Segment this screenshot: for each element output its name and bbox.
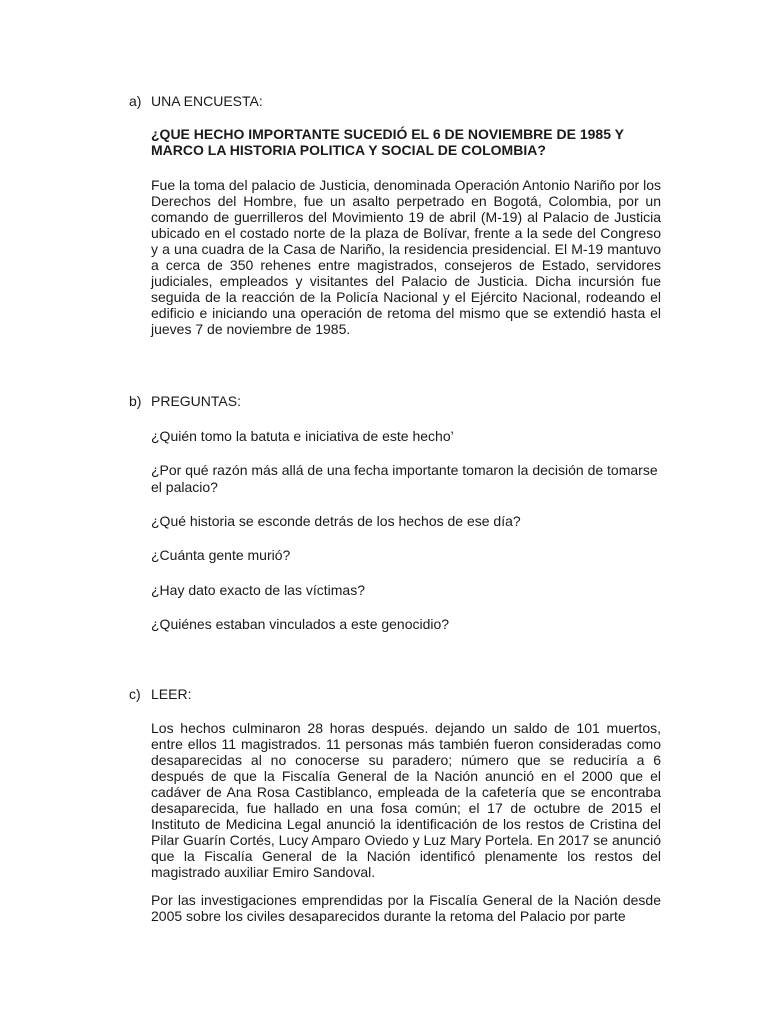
section-c-title: LEER: [151, 686, 192, 702]
question-item: ¿Quién tomo la batuta e iniciativa de este hecho’ [151, 428, 454, 444]
section-a-marker: a) [129, 93, 142, 109]
question-item: ¿Cuánta gente murió? [151, 547, 291, 563]
section-a-question: ¿QUE HECHO IMPORTANTE SUCEDIÓ EL 6 DE NOVIEMBRE DE 1985 Y MARCO LA HISTORIA POLITICA Y SOCIAL DE COLOMBIA? [151, 126, 624, 158]
section-b-heading [129, 393, 241, 409]
section-c-paragraph-1: Los hechos culminaron 28 horas después. dejando un saldo de 101 muertos, entre ellos 11 magistrados. 11 personas más también fueron consideradas como desaparecidas al no conocerse su paradero; número que se reduciría a 6 después de que la Fiscalía General de la Nación anunció en el 2000 que el cadáver de Ana Rosa Castiblanco, empleada de la cafetería que se encontraba desaparecida, fue hallado en una fosa común; el 17 de octubre de 2015 el Instituto de Medicina Legal anunció la identificación de los restos de Cristina del Pilar Guarín Cortés, Lucy Amparo Oviedo y Luz Mary Portela. En 2017 se anunció que la Fiscalía General de la Nación identificó plenamente los restos del magistrado auxiliar Emiro Sandoval. [151, 720, 661, 880]
section-a-heading [129, 93, 263, 109]
question-item: ¿Quiénes estaban vinculados a este genocidio? [151, 616, 450, 632]
question-item: ¿Qué historia se esconde detrás de los hechos de ese día? [151, 513, 521, 529]
section-c-paragraph-2: Por las investigaciones emprendidas por la Fiscalía General de la Nación desde 2005 sobre los civiles desaparecidos durante la retoma del Palacio por parte [151, 892, 661, 924]
question-item: ¿Por qué razón más allá de una fecha importante tomaron la decisión de tomarse el palacio? [151, 462, 658, 495]
section-c-marker: c) [129, 686, 141, 702]
section-a-answer: Fue la toma del palacio de Justicia, denominada Operación Antonio Nariño por los Derechos del Hombre, fue un asalto perpetrado en Bogotá, Colombia, por un comando de guerrilleros del Movimiento 19 de abril (M-19) al Palacio de Justicia ubicado en el costado norte de la plaza de Bolívar, frente a la sede del Congreso y a una cuadra de la Casa de Nariño, la residencia presidencial. El M-19 mantuvo a cerca de 350 rehenes entre magistrados, consejeros de Estado, servidores judiciales, empleados y visitantes del Palacio de Justicia. Dicha incursión fue seguida de la reacción de la Policía Nacional y el Ejército Nacional, rodeando el edificio e iniciando una operación de retoma del mismo que se extendió hasta el jueves 7 de noviembre de 1985. [151, 177, 661, 337]
question-item: ¿Hay dato exacto de las víctimas? [151, 582, 365, 598]
section-a-title: UNA ENCUESTA: [151, 93, 263, 109]
section-b-marker: b) [129, 393, 142, 409]
section-c-heading [129, 686, 191, 702]
section-b-title: PREGUNTAS: [151, 393, 241, 409]
